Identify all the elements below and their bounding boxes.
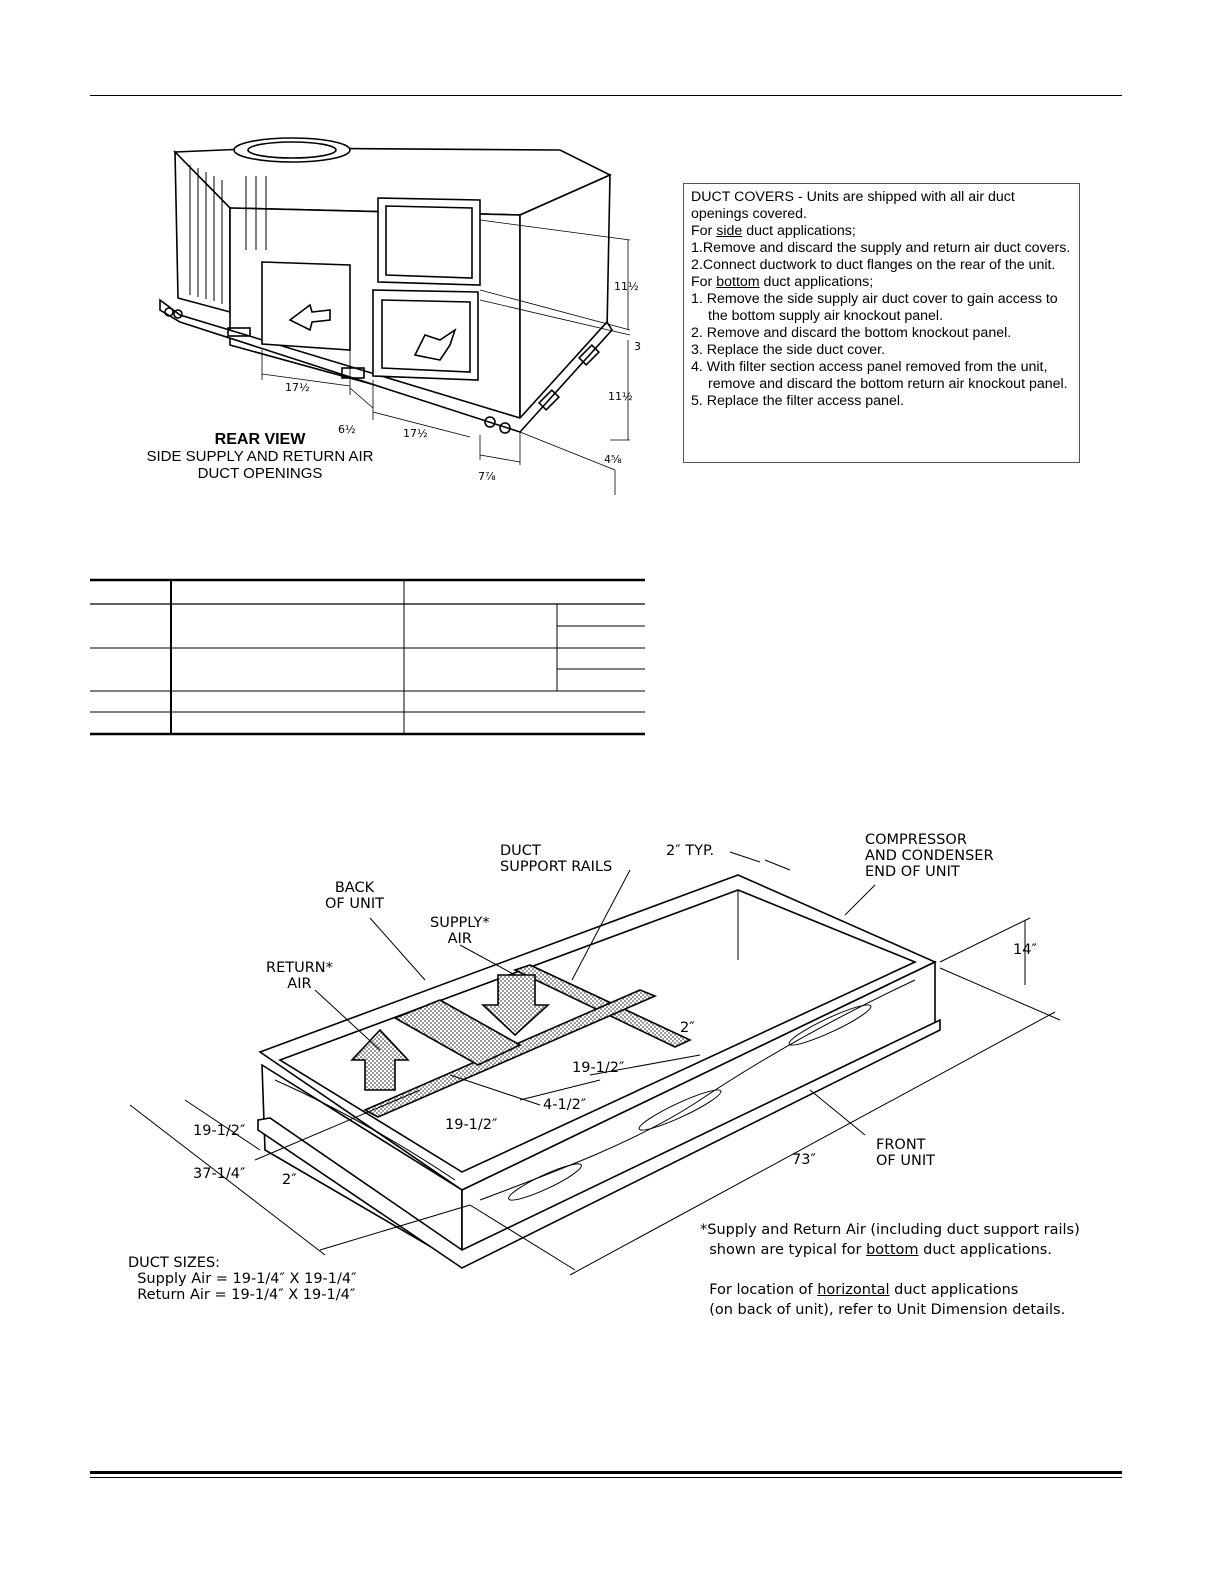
dim-4-five-eighths: 4⅝ [604, 453, 622, 466]
dim-11-half-a: 11½ [614, 280, 639, 293]
note-line-1: DUCT COVERS - Units are shipped with all air duct [691, 189, 1015, 205]
dim-17-half-a: 17½ [285, 381, 310, 394]
back-of-unit-label: BACK OF UNIT [325, 880, 384, 912]
compressor-end-label: COMPRESSOR AND CONDENSER END OF UNIT [865, 832, 994, 880]
dim-11-half-b: 11½ [608, 390, 633, 403]
return-air-label: RETURN* AIR [266, 960, 333, 992]
dim-2-flange-label: 2″ [282, 1172, 297, 1188]
note-side-heading: For side duct applications; [691, 223, 856, 239]
return-air-size: Return Air = 19-1/4″ X 19-1/4″ [137, 1287, 356, 1303]
dim-4-half-label: 4-1/2″ [543, 1097, 587, 1113]
note-side-step-2: 2.Connect ductwork to duct flanges on the rear of the unit. [691, 257, 1056, 273]
duct-support-rails-label: DUCT SUPPORT RAILS [500, 843, 613, 875]
duct-sizes-heading: DUCT SIZES: [128, 1255, 221, 1271]
rear-view-title: REAR VIEW [214, 431, 306, 448]
curb-notes: *Supply and Return Air (including duct support rails) shown are typical for bottom duct applications. For location of horizontal duct applications (on back of unit), refer to Unit Dimension details. [700, 1222, 1080, 1318]
dim-37-quarter-label: 37-1/4″ [193, 1166, 246, 1182]
dim-7-seven-eighths: 7⅞ [478, 470, 496, 483]
dim-73-label: 73″ [792, 1152, 816, 1168]
note-bottom-step-4: 4. With filter section access panel removed from the unit, remove and discard the bottom return air knockout panel. [691, 359, 1068, 392]
dim-17-half-b: 17½ [403, 427, 428, 440]
rear-view-subtitle-1: SIDE SUPPLY AND RETURN AIR [146, 448, 374, 465]
note-bottom-step-2: 2. Remove and discard the bottom knockout panel. [691, 325, 1012, 341]
note-line-2: openings covered. [691, 206, 807, 222]
note-bottom-heading: For bottom duct applications; [691, 274, 874, 290]
front-of-unit-label: FRONT OF UNIT [876, 1137, 935, 1169]
note-bottom-step-1: 1. Remove the side supply air duct cover to gain access to the bottom supply air knockout panel. [691, 291, 1058, 324]
dim-2-rail-label: 2″ [680, 1020, 695, 1036]
supply-air-label: SUPPLY* AIR [430, 915, 490, 947]
dim-6-half: 6½ [338, 423, 356, 436]
dim-3: 3 [634, 340, 641, 353]
rear-view-subtitle-2: DUCT OPENINGS [197, 465, 323, 482]
note-side-step-1: 1.Remove and discard the supply and return air duct covers. [691, 240, 1071, 256]
dim-14-label: 14″ [1013, 942, 1037, 958]
dim-19-half-b-label: 19-1/2″ [445, 1117, 498, 1133]
dim-19-half-c-label: 19-1/2″ [193, 1123, 246, 1139]
dim-19-half-a-label: 19-1/2″ [572, 1060, 625, 1076]
supply-air-size: Supply Air = 19-1/4″ X 19-1/4″ [137, 1271, 357, 1287]
duct-sizes-block [128, 1255, 357, 1303]
note-bottom-step-5: 5. Replace the filter access panel. [691, 393, 904, 409]
note-bottom-step-3: 3. Replace the side duct cover. [691, 342, 886, 358]
two-inch-typ-label: 2″ TYP. [666, 843, 715, 859]
